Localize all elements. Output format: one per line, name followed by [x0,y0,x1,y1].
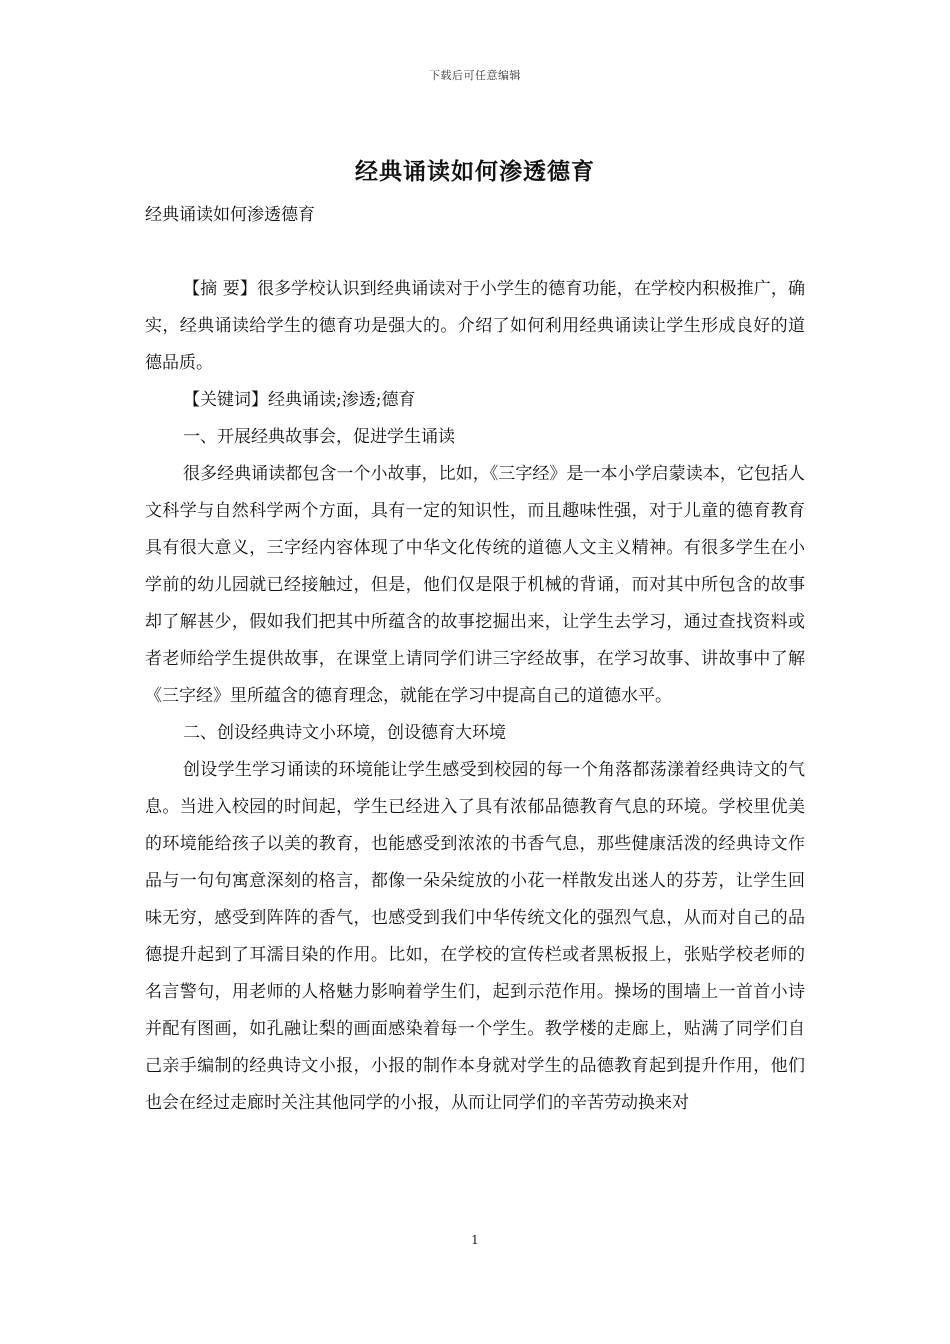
document-subtitle: 经典诵读如何渗透德育 [145,205,315,225]
section-1-paragraph: 很多经典诵读都包含一个小故事，比如，《三字经》是一本小学启蒙读本，它包括人文科学与自然科学两个方面，具有一定的知识性，而且趣味性强，对于儿童的德育教育具有很大意义，三字经内容体现了中华文化传统的道德人文主义精神。有很多学生在小学前的幼儿园就已经接触过，但是，他们仅是限于机械的背诵，而对其中所包含的故事却了解甚少，假如我们把其中所蕴含的故事挖掘出来，让学生去学习，通过查找资料或者老师给学生提供故事，在课堂上请同学们讲三字经故事，在学习故事、讲故事中了解《三字经》里所蕴含的德育理念，就能在学习中提高自己的道德水平。 [145,464,805,706]
section-2-heading: 二、创设经典诗文小环境，创设德育大环境 [183,723,506,743]
document-body [145,197,805,1122]
keywords-line: 【关键词】经典诵读;渗透;德育 [183,390,416,410]
download-note: 下载后可任意编辑 [429,69,521,82]
section-2-paragraph: 创设学生学习诵读的环境能让学生感受到校园的每一个角落都荡漾着经典诗文的气息。当进入校园的时间起，学生已经进入了具有浓郁品德教育气息的环境。学校里优美的环境能给孩子以美的教育，也能感受到浓浓的书香气息，那些健康活泼的经典诗文作品与一句句寓意深刻的格言，都像一朵朵绽放的小花一样散发出迷人的芬芳，让学生回味无穷，感受到阵阵的香气，也感受到我们中华传统文化的强烈气息，从而对自己的品德提升起到了耳濡目染的作用。比如，在学校的宣传栏或者黑板报上，张贴学校老师的名言警句，用老师的人格魅力影响着学生们，起到示范作用。操场的围墙上一首首小诗并配有图画，如孔融让梨的画面感染着每一个学生。教学楼的走廊上，贴满了同学们自己亲手编制的经典诗文小报，小报的制作本身就对学生的品德教育起到提升作用，他们也会在经过走廊时关注其他同学的小报，从而让同学们的辛苦劳动换来对 [145,760,805,1113]
section-1-heading: 一、开展经典故事会，促进学生诵读 [183,427,455,447]
page-number: 1 [471,1233,479,1247]
abstract-paragraph: 【摘 要】很多学校认识到经典诵读对于小学生的德育功能，在学校内积极推广，确实，经典诵读给学生的德育功是强大的。介绍了如何利用经典诵读让学生形成良好的道德品质。 [145,279,805,373]
document-title: 经典诵读如何渗透德育 [355,158,595,185]
